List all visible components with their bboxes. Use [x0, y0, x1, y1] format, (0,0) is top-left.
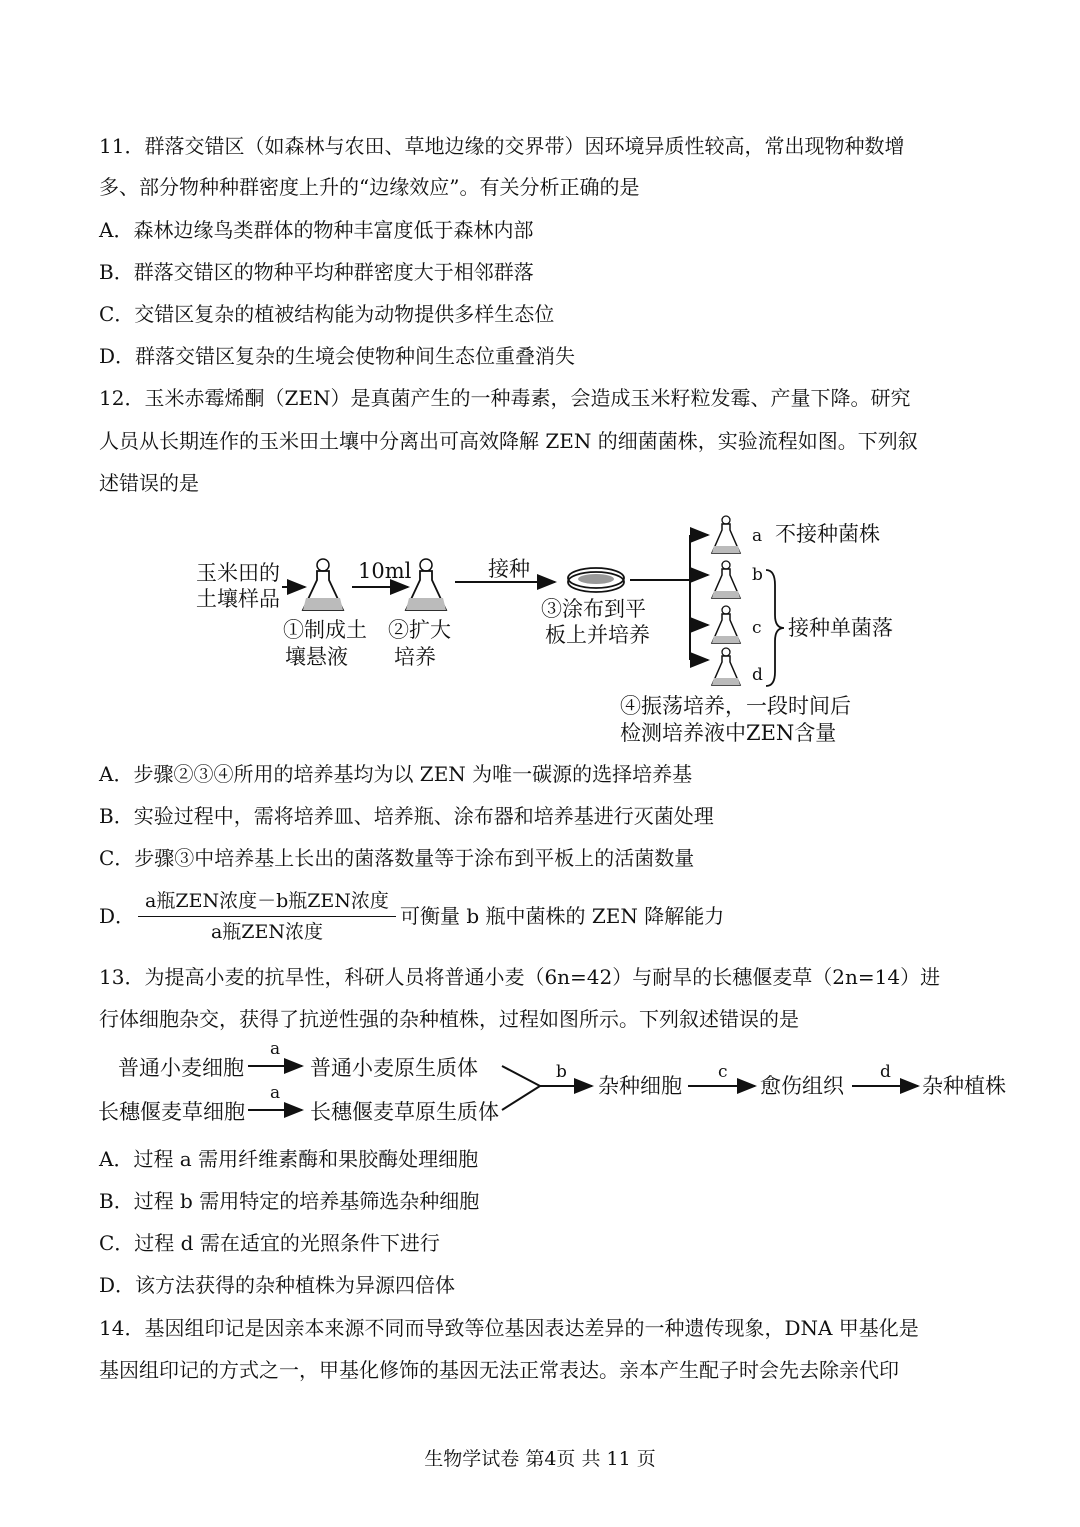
wheat-cell-label: 普通小麦细胞: [118, 1056, 244, 1080]
process-b-label: b: [556, 1062, 567, 1082]
merge-line-bottom: [502, 1086, 540, 1110]
grass-cell-label: 长穗偃麦草细胞: [98, 1100, 245, 1124]
fraction-denominator: a瓶ZEN浓度: [210, 921, 324, 943]
process-d-label: d: [880, 1062, 891, 1082]
fraction-numerator: a瓶ZEN浓度－b瓶ZEN浓度: [138, 888, 396, 917]
petri-dish-icon: [568, 568, 624, 592]
q13-option-c: C．过程 d 需在适宜的光照条件下进行: [99, 1231, 440, 1255]
q14-stem-line-1: 14．基因组印记是因亲本来源不同而导致等位基因表达差异的一种遗传现象，DNA 甲基化是: [99, 1316, 919, 1340]
q12-stem-line-1: 12．玉米赤霉烯酮（ZEN）是真菌产生的一种毒素，会造成玉米籽粒发霉、产量下降。研究: [99, 386, 911, 410]
soil-sample-label-1: 玉米田的: [196, 561, 280, 585]
grass-protoplast-label: 长穗偃麦草原生质体: [310, 1100, 499, 1124]
q13-stem-line-2: 行体细胞杂交，获得了抗逆性强的杂种植株，过程如图所示。下列叙述错误的是: [99, 1007, 799, 1031]
flask-c-letter: c: [752, 618, 762, 638]
q13-option-a: A．过程 a 需用纤维素酶和果胶酶处理细胞: [99, 1147, 479, 1171]
flask-c-icon: [712, 606, 740, 643]
hybrid-cell-label: 杂种细胞: [598, 1074, 682, 1098]
flask-a-letter: a: [752, 526, 763, 546]
q11-stem-line-1: 11．群落交错区（如森林与农田、草地边缘的交界带）因环境异质性较高，常出现物种数增: [99, 134, 905, 158]
wheat-protoplast-label: 普通小麦原生质体: [310, 1056, 478, 1080]
q12-option-a: A．步骤②③④所用的培养基均为以 ZEN 为唯一碳源的选择培养基: [99, 762, 693, 786]
flask-a-icon: [712, 516, 740, 553]
q13-option-d: D．该方法获得的杂种植株为异源四倍体: [99, 1273, 456, 1297]
step-1-label-1: ①制成土: [283, 618, 367, 642]
no-inoculate-label: 不接种菌株: [775, 522, 880, 546]
step-4-label-1: ④振荡培养，一段时间后: [620, 694, 851, 718]
soil-sample-label-2: 土壤样品: [196, 587, 280, 611]
q12-stem-line-3: 述错误的是: [99, 471, 199, 495]
process-c-label: c: [718, 1062, 728, 1082]
hybrid-plant-label: 杂种植株: [922, 1074, 1006, 1098]
flask-1-icon: [303, 559, 343, 610]
callus-label: 愈伤组织: [760, 1074, 844, 1098]
step-4-label-2: 检测培养液中ZEN含量: [620, 721, 837, 745]
volume-label: 10ml: [358, 559, 412, 583]
process-a-label-top: a: [270, 1039, 281, 1059]
flask-b-letter: b: [752, 565, 763, 585]
single-colony-label: 接种单菌落: [788, 616, 893, 640]
step-3-label-2: 板上并培养: [545, 623, 650, 647]
q12-option-b: B．实验过程中，需将培养皿、培养瓶、涂布器和培养基进行灭菌处理: [99, 804, 714, 828]
flask-d-icon: [712, 648, 740, 685]
q12-stem-line-2: 人员从长期连作的玉米田土壤中分离出可高效降解 ZEN 的细菌菌株，实验流程如图。下列叙: [99, 429, 918, 453]
q11-option-a: A．森林边缘鸟类群体的物种丰富度低于森林内部: [99, 218, 534, 242]
flask-b-icon: [712, 561, 740, 598]
brace-bcd: [766, 570, 784, 686]
step-2-label-1: ②扩大: [388, 618, 451, 642]
q11-option-c: C．交错区复杂的植被结构能为动物提供多样生态位: [99, 302, 555, 326]
merge-line-top: [502, 1066, 540, 1086]
q13-stem-line-1: 13．为提高小麦的抗旱性，科研人员将普通小麦（6n=42）与耐旱的长穗偃麦草（2n=14）进: [99, 965, 941, 989]
flask-d-letter: d: [752, 665, 763, 685]
inoculate-label: 接种: [488, 557, 530, 581]
q12-option-d-fraction: [138, 888, 396, 945]
page-footer: 生物学试卷 第4页 共 11 页: [424, 1448, 656, 1470]
q11-stem-line-2: 多、部分物种种群密度上升的“边缘效应”。有关分析正确的是: [99, 175, 640, 199]
q12-option-c: C．步骤③中培养基上长出的菌落数量等于涂布到平板上的活菌数量: [99, 846, 695, 870]
step-3-label-1: ③涂布到平: [541, 597, 646, 621]
q14-stem-line-2: 基因组印记的方式之一，甲基化修饰的基因无法正常表达。亲本产生配子时会先去除亲代印: [99, 1358, 899, 1382]
q11-option-d: D．群落交错区复杂的生境会使物种间生态位重叠消失: [99, 344, 576, 368]
q13-option-b: B．过程 b 需用特定的培养基筛选杂种细胞: [99, 1189, 480, 1213]
step-2-label-2: 培养: [394, 645, 436, 669]
step-1-label-2: 壤悬液: [285, 645, 348, 669]
flask-2-icon: [406, 559, 446, 610]
q12-option-d-tail: 可衡量 b 瓶中菌株的 ZEN 降解能力: [400, 904, 725, 928]
q12-option-d-label: D．: [99, 904, 136, 928]
process-a-label-bottom: a: [270, 1083, 281, 1103]
q11-option-b: B．群落交错区的物种平均种群密度大于相邻群落: [99, 260, 534, 284]
